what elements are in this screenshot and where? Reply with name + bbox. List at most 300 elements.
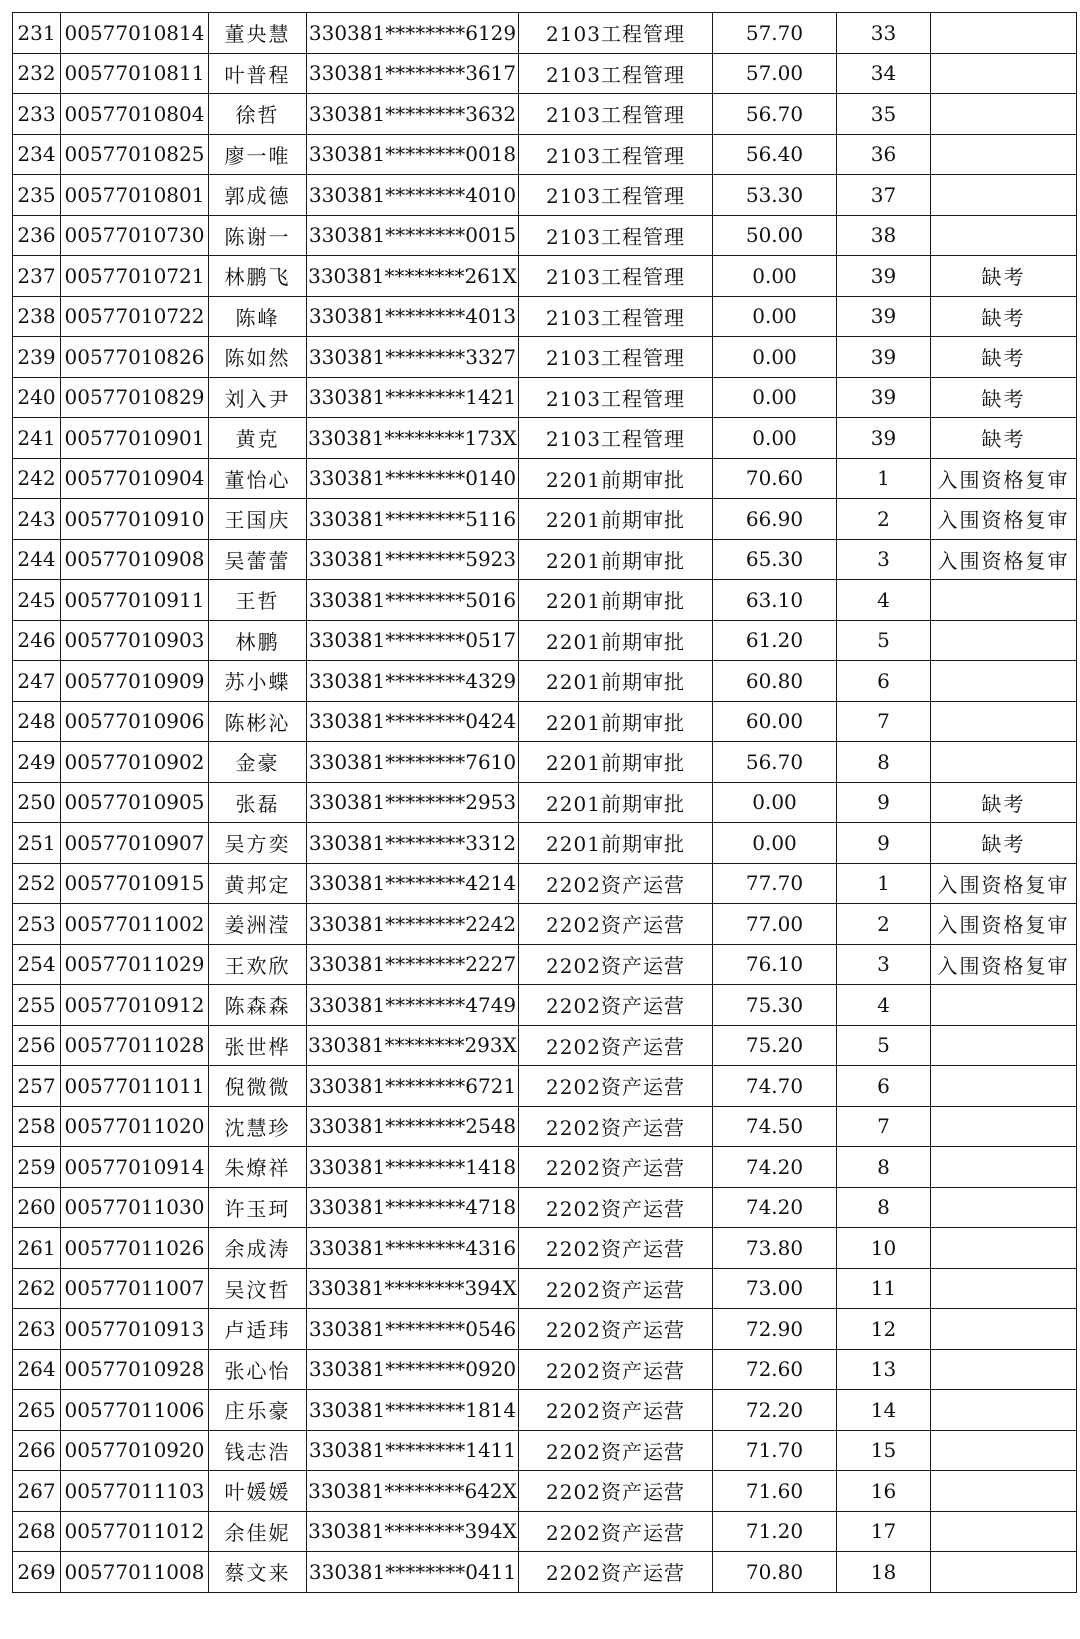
cell-remark	[931, 1268, 1077, 1309]
cell-rank: 39	[837, 296, 931, 337]
cell-rank: 8	[837, 742, 931, 783]
cell-id-card-number: 330381********173X	[307, 418, 519, 459]
cell-applied-position: 2202资产运营	[519, 863, 713, 904]
cell-written-score: 65.30	[713, 539, 837, 580]
cell-applied-position: 2202资产运营	[519, 904, 713, 945]
cell-applied-position: 2202资产运营	[519, 1228, 713, 1269]
table-row	[13, 458, 1077, 499]
cell-written-score: 72.60	[713, 1349, 837, 1390]
cell-candidate-name: 庄乐豪	[209, 1390, 307, 1431]
cell-applied-position: 2202资产运营	[519, 1066, 713, 1107]
cell-rank: 2	[837, 499, 931, 540]
cell-written-score: 56.70	[713, 742, 837, 783]
cell-serial-number: 253	[13, 904, 61, 945]
cell-serial-number: 252	[13, 863, 61, 904]
cell-exam-ticket-number: 00577010914	[61, 1147, 209, 1188]
cell-candidate-name: 董怡心	[209, 458, 307, 499]
table-row	[13, 1228, 1077, 1269]
cell-rank: 11	[837, 1268, 931, 1309]
cell-id-card-number: 330381********394X	[307, 1511, 519, 1552]
cell-exam-ticket-number: 00577011103	[61, 1471, 209, 1512]
cell-id-card-number: 330381********2548	[307, 1106, 519, 1147]
cell-rank: 39	[837, 377, 931, 418]
cell-serial-number: 243	[13, 499, 61, 540]
cell-serial-number: 263	[13, 1309, 61, 1350]
table-row	[13, 175, 1077, 216]
cell-written-score: 72.90	[713, 1309, 837, 1350]
cell-remark: 入围资格复审	[931, 499, 1077, 540]
table-body	[13, 13, 1077, 1593]
cell-applied-position: 2202资产运营	[519, 1309, 713, 1350]
cell-applied-position: 2202资产运营	[519, 1471, 713, 1512]
cell-candidate-name: 吴汶哲	[209, 1268, 307, 1309]
cell-written-score: 73.00	[713, 1268, 837, 1309]
cell-written-score: 63.10	[713, 580, 837, 621]
cell-remark: 缺考	[931, 337, 1077, 378]
cell-rank: 1	[837, 458, 931, 499]
cell-exam-ticket-number: 00577010906	[61, 701, 209, 742]
cell-applied-position: 2201前期审批	[519, 782, 713, 823]
cell-written-score: 74.50	[713, 1106, 837, 1147]
cell-applied-position: 2201前期审批	[519, 823, 713, 864]
cell-applied-position: 2202资产运营	[519, 1147, 713, 1188]
cell-candidate-name: 董央慧	[209, 13, 307, 54]
cell-written-score: 74.70	[713, 1066, 837, 1107]
cell-applied-position: 2202资产运营	[519, 1552, 713, 1593]
cell-applied-position: 2103工程管理	[519, 94, 713, 135]
cell-rank: 6	[837, 1066, 931, 1107]
cell-exam-ticket-number: 00577010901	[61, 418, 209, 459]
table-row	[13, 418, 1077, 459]
table-row	[13, 742, 1077, 783]
cell-applied-position: 2202资产运营	[519, 985, 713, 1026]
table-row	[13, 661, 1077, 702]
cell-id-card-number: 330381********1411	[307, 1430, 519, 1471]
cell-id-card-number: 330381********293X	[307, 1025, 519, 1066]
cell-exam-ticket-number: 00577010829	[61, 377, 209, 418]
table-row	[13, 823, 1077, 864]
table-row	[13, 1066, 1077, 1107]
cell-candidate-name: 叶普程	[209, 53, 307, 94]
cell-remark: 缺考	[931, 377, 1077, 418]
table-row	[13, 1025, 1077, 1066]
cell-applied-position: 2103工程管理	[519, 134, 713, 175]
cell-remark	[931, 53, 1077, 94]
cell-serial-number: 235	[13, 175, 61, 216]
table-row	[13, 580, 1077, 621]
cell-serial-number: 251	[13, 823, 61, 864]
table-row	[13, 296, 1077, 337]
cell-serial-number: 245	[13, 580, 61, 621]
cell-id-card-number: 330381********3617	[307, 53, 519, 94]
cell-serial-number: 260	[13, 1187, 61, 1228]
cell-remark	[931, 742, 1077, 783]
cell-exam-ticket-number: 00577010908	[61, 539, 209, 580]
cell-remark	[931, 1552, 1077, 1593]
cell-written-score: 77.70	[713, 863, 837, 904]
cell-serial-number: 254	[13, 944, 61, 985]
cell-rank: 17	[837, 1511, 931, 1552]
cell-remark	[931, 1228, 1077, 1269]
cell-id-card-number: 330381********2242	[307, 904, 519, 945]
table-row	[13, 499, 1077, 540]
cell-candidate-name: 徐哲	[209, 94, 307, 135]
cell-exam-ticket-number: 00577010721	[61, 256, 209, 297]
cell-candidate-name: 陈峰	[209, 296, 307, 337]
cell-serial-number: 240	[13, 377, 61, 418]
cell-applied-position: 2202资产运营	[519, 944, 713, 985]
cell-candidate-name: 钱志浩	[209, 1430, 307, 1471]
cell-id-card-number: 330381********2227	[307, 944, 519, 985]
cell-candidate-name: 陈彬沁	[209, 701, 307, 742]
cell-exam-ticket-number: 00577011026	[61, 1228, 209, 1269]
cell-applied-position: 2202资产运营	[519, 1025, 713, 1066]
cell-written-score: 0.00	[713, 377, 837, 418]
cell-remark	[931, 13, 1077, 54]
cell-written-score: 75.30	[713, 985, 837, 1026]
cell-exam-ticket-number: 00577010905	[61, 782, 209, 823]
cell-serial-number: 233	[13, 94, 61, 135]
cell-serial-number: 231	[13, 13, 61, 54]
table-row	[13, 134, 1077, 175]
cell-exam-ticket-number: 00577011020	[61, 1106, 209, 1147]
cell-id-card-number: 330381********5116	[307, 499, 519, 540]
cell-candidate-name: 吴蕾蕾	[209, 539, 307, 580]
cell-remark: 入围资格复审	[931, 904, 1077, 945]
table-row	[13, 377, 1077, 418]
table-row	[13, 904, 1077, 945]
cell-applied-position: 2201前期审批	[519, 539, 713, 580]
cell-applied-position: 2202资产运营	[519, 1349, 713, 1390]
cell-applied-position: 2201前期审批	[519, 701, 713, 742]
cell-candidate-name: 张世桦	[209, 1025, 307, 1066]
cell-id-card-number: 330381********7610	[307, 742, 519, 783]
cell-id-card-number: 330381********394X	[307, 1268, 519, 1309]
cell-remark	[931, 620, 1077, 661]
cell-rank: 6	[837, 661, 931, 702]
cell-candidate-name: 吴方奕	[209, 823, 307, 864]
cell-exam-ticket-number: 00577011028	[61, 1025, 209, 1066]
cell-id-card-number: 330381********0517	[307, 620, 519, 661]
cell-exam-ticket-number: 00577010928	[61, 1349, 209, 1390]
cell-written-score: 75.20	[713, 1025, 837, 1066]
cell-rank: 4	[837, 985, 931, 1026]
cell-candidate-name: 张心怡	[209, 1349, 307, 1390]
cell-exam-ticket-number: 00577011012	[61, 1511, 209, 1552]
cell-serial-number: 268	[13, 1511, 61, 1552]
cell-candidate-name: 许玉珂	[209, 1187, 307, 1228]
table-row	[13, 1511, 1077, 1552]
table-row	[13, 1187, 1077, 1228]
cell-written-score: 77.00	[713, 904, 837, 945]
cell-remark	[931, 1309, 1077, 1350]
cell-written-score: 0.00	[713, 823, 837, 864]
cell-rank: 3	[837, 944, 931, 985]
cell-rank: 8	[837, 1187, 931, 1228]
table-row	[13, 985, 1077, 1026]
cell-id-card-number: 330381********4214	[307, 863, 519, 904]
cell-id-card-number: 330381********0546	[307, 1309, 519, 1350]
cell-applied-position: 2201前期审批	[519, 580, 713, 621]
cell-exam-ticket-number: 00577010909	[61, 661, 209, 702]
cell-serial-number: 267	[13, 1471, 61, 1512]
cell-serial-number: 261	[13, 1228, 61, 1269]
cell-serial-number: 232	[13, 53, 61, 94]
cell-written-score: 72.20	[713, 1390, 837, 1431]
cell-remark	[931, 1511, 1077, 1552]
cell-applied-position: 2202资产运营	[519, 1106, 713, 1147]
cell-exam-ticket-number: 00577010911	[61, 580, 209, 621]
cell-rank: 7	[837, 1106, 931, 1147]
cell-candidate-name: 姜洲滢	[209, 904, 307, 945]
cell-remark	[931, 661, 1077, 702]
cell-remark: 入围资格复审	[931, 539, 1077, 580]
cell-applied-position: 2201前期审批	[519, 620, 713, 661]
cell-remark	[931, 1349, 1077, 1390]
cell-serial-number: 258	[13, 1106, 61, 1147]
table-row	[13, 1430, 1077, 1471]
cell-exam-ticket-number: 00577010902	[61, 742, 209, 783]
cell-exam-ticket-number: 00577011002	[61, 904, 209, 945]
cell-exam-ticket-number: 00577010904	[61, 458, 209, 499]
cell-id-card-number: 330381********2953	[307, 782, 519, 823]
cell-id-card-number: 330381********0920	[307, 1349, 519, 1390]
cell-rank: 13	[837, 1349, 931, 1390]
cell-written-score: 0.00	[713, 782, 837, 823]
cell-id-card-number: 330381********1814	[307, 1390, 519, 1431]
cell-rank: 8	[837, 1147, 931, 1188]
cell-id-card-number: 330381********4316	[307, 1228, 519, 1269]
cell-rank: 36	[837, 134, 931, 175]
cell-id-card-number: 330381********4013	[307, 296, 519, 337]
table-row	[13, 1309, 1077, 1350]
cell-serial-number: 236	[13, 215, 61, 256]
cell-applied-position: 2103工程管理	[519, 53, 713, 94]
cell-candidate-name: 刘入尹	[209, 377, 307, 418]
cell-id-card-number: 330381********4749	[307, 985, 519, 1026]
cell-serial-number: 239	[13, 337, 61, 378]
cell-id-card-number: 330381********642X	[307, 1471, 519, 1512]
cell-remark: 入围资格复审	[931, 458, 1077, 499]
table-row	[13, 215, 1077, 256]
cell-serial-number: 234	[13, 134, 61, 175]
cell-remark: 入围资格复审	[931, 863, 1077, 904]
cell-applied-position: 2201前期审批	[519, 661, 713, 702]
cell-written-score: 71.60	[713, 1471, 837, 1512]
cell-candidate-name: 卢适玮	[209, 1309, 307, 1350]
cell-applied-position: 2201前期审批	[519, 742, 713, 783]
cell-remark	[931, 94, 1077, 135]
cell-remark: 缺考	[931, 256, 1077, 297]
cell-written-score: 66.90	[713, 499, 837, 540]
cell-remark: 缺考	[931, 296, 1077, 337]
cell-candidate-name: 朱燎祥	[209, 1147, 307, 1188]
cell-exam-ticket-number: 00577010903	[61, 620, 209, 661]
cell-rank: 1	[837, 863, 931, 904]
cell-applied-position: 2202资产运营	[519, 1187, 713, 1228]
cell-remark	[931, 215, 1077, 256]
table-row	[13, 256, 1077, 297]
cell-applied-position: 2103工程管理	[519, 13, 713, 54]
cell-candidate-name: 林鹏	[209, 620, 307, 661]
cell-remark: 缺考	[931, 418, 1077, 459]
cell-exam-ticket-number: 00577010915	[61, 863, 209, 904]
cell-exam-ticket-number: 00577010920	[61, 1430, 209, 1471]
cell-rank: 18	[837, 1552, 931, 1593]
cell-remark	[931, 1430, 1077, 1471]
cell-written-score: 60.80	[713, 661, 837, 702]
cell-id-card-number: 330381********3327	[307, 337, 519, 378]
table-row	[13, 53, 1077, 94]
cell-remark	[931, 1390, 1077, 1431]
cell-written-score: 60.00	[713, 701, 837, 742]
cell-candidate-name: 陈森森	[209, 985, 307, 1026]
cell-serial-number: 257	[13, 1066, 61, 1107]
cell-candidate-name: 余成涛	[209, 1228, 307, 1269]
cell-written-score: 0.00	[713, 418, 837, 459]
cell-exam-ticket-number: 00577011006	[61, 1390, 209, 1431]
cell-rank: 5	[837, 620, 931, 661]
cell-candidate-name: 蔡文来	[209, 1552, 307, 1593]
table-row	[13, 782, 1077, 823]
cell-id-card-number: 330381********6129	[307, 13, 519, 54]
cell-rank: 16	[837, 1471, 931, 1512]
cell-exam-ticket-number: 00577010801	[61, 175, 209, 216]
cell-remark	[931, 175, 1077, 216]
cell-applied-position: 2103工程管理	[519, 337, 713, 378]
cell-remark	[931, 1025, 1077, 1066]
table-row	[13, 1147, 1077, 1188]
cell-written-score: 57.70	[713, 13, 837, 54]
cell-applied-position: 2202资产运营	[519, 1268, 713, 1309]
cell-rank: 33	[837, 13, 931, 54]
cell-applied-position: 2202资产运营	[519, 1390, 713, 1431]
cell-written-score: 73.80	[713, 1228, 837, 1269]
table-row	[13, 539, 1077, 580]
cell-serial-number: 250	[13, 782, 61, 823]
cell-rank: 7	[837, 701, 931, 742]
cell-serial-number: 241	[13, 418, 61, 459]
cell-written-score: 50.00	[713, 215, 837, 256]
cell-id-card-number: 330381********4329	[307, 661, 519, 702]
table-row	[13, 620, 1077, 661]
cell-serial-number: 237	[13, 256, 61, 297]
cell-applied-position: 2103工程管理	[519, 296, 713, 337]
table-row	[13, 13, 1077, 54]
cell-applied-position: 2202资产运营	[519, 1511, 713, 1552]
cell-rank: 39	[837, 337, 931, 378]
cell-exam-ticket-number: 00577010825	[61, 134, 209, 175]
cell-rank: 39	[837, 418, 931, 459]
cell-candidate-name: 陈谢一	[209, 215, 307, 256]
cell-rank: 37	[837, 175, 931, 216]
cell-candidate-name: 郭成德	[209, 175, 307, 216]
cell-serial-number: 244	[13, 539, 61, 580]
cell-candidate-name: 王哲	[209, 580, 307, 621]
cell-exam-ticket-number: 00577010913	[61, 1309, 209, 1350]
cell-remark: 缺考	[931, 782, 1077, 823]
cell-serial-number: 259	[13, 1147, 61, 1188]
cell-remark	[931, 1147, 1077, 1188]
cell-exam-ticket-number: 00577010826	[61, 337, 209, 378]
cell-written-score: 71.20	[713, 1511, 837, 1552]
cell-serial-number: 256	[13, 1025, 61, 1066]
cell-serial-number: 247	[13, 661, 61, 702]
cell-candidate-name: 廖一唯	[209, 134, 307, 175]
cell-applied-position: 2103工程管理	[519, 377, 713, 418]
table-row	[13, 94, 1077, 135]
cell-written-score: 70.60	[713, 458, 837, 499]
cell-candidate-name: 沈慧珍	[209, 1106, 307, 1147]
cell-id-card-number: 330381********5923	[307, 539, 519, 580]
cell-rank: 35	[837, 94, 931, 135]
cell-remark	[931, 1187, 1077, 1228]
cell-id-card-number: 330381********0140	[307, 458, 519, 499]
cell-id-card-number: 330381********4718	[307, 1187, 519, 1228]
cell-exam-ticket-number: 00577010814	[61, 13, 209, 54]
cell-candidate-name: 倪微微	[209, 1066, 307, 1107]
cell-id-card-number: 330381********1421	[307, 377, 519, 418]
cell-remark: 缺考	[931, 823, 1077, 864]
cell-candidate-name: 陈如然	[209, 337, 307, 378]
table-row	[13, 1106, 1077, 1147]
cell-id-card-number: 330381********3632	[307, 94, 519, 135]
cell-serial-number: 255	[13, 985, 61, 1026]
cell-id-card-number: 330381********6721	[307, 1066, 519, 1107]
cell-written-score: 0.00	[713, 256, 837, 297]
cell-exam-ticket-number: 00577011030	[61, 1187, 209, 1228]
cell-applied-position: 2103工程管理	[519, 256, 713, 297]
cell-serial-number: 248	[13, 701, 61, 742]
table-row	[13, 701, 1077, 742]
table-row	[13, 863, 1077, 904]
cell-written-score: 0.00	[713, 296, 837, 337]
cell-written-score: 56.40	[713, 134, 837, 175]
cell-written-score: 0.00	[713, 337, 837, 378]
cell-applied-position: 2103工程管理	[519, 175, 713, 216]
cell-written-score: 57.00	[713, 53, 837, 94]
cell-exam-ticket-number: 00577010804	[61, 94, 209, 135]
table-row	[13, 1471, 1077, 1512]
cell-rank: 4	[837, 580, 931, 621]
cell-candidate-name: 苏小蝶	[209, 661, 307, 702]
cell-serial-number: 249	[13, 742, 61, 783]
cell-serial-number: 264	[13, 1349, 61, 1390]
cell-written-score: 56.70	[713, 94, 837, 135]
cell-id-card-number: 330381********0424	[307, 701, 519, 742]
cell-serial-number: 238	[13, 296, 61, 337]
cell-rank: 9	[837, 782, 931, 823]
cell-exam-ticket-number: 00577011011	[61, 1066, 209, 1107]
cell-rank: 14	[837, 1390, 931, 1431]
cell-exam-ticket-number: 00577011007	[61, 1268, 209, 1309]
cell-rank: 9	[837, 823, 931, 864]
cell-written-score: 61.20	[713, 620, 837, 661]
cell-exam-ticket-number: 00577010912	[61, 985, 209, 1026]
cell-rank: 34	[837, 53, 931, 94]
cell-applied-position: 2103工程管理	[519, 215, 713, 256]
cell-written-score: 71.70	[713, 1430, 837, 1471]
cell-applied-position: 2202资产运营	[519, 1430, 713, 1471]
cell-rank: 5	[837, 1025, 931, 1066]
table-row	[13, 1268, 1077, 1309]
cell-candidate-name: 王国庆	[209, 499, 307, 540]
cell-id-card-number: 330381********261X	[307, 256, 519, 297]
cell-serial-number: 262	[13, 1268, 61, 1309]
cell-serial-number: 242	[13, 458, 61, 499]
cell-id-card-number: 330381********1418	[307, 1147, 519, 1188]
cell-written-score: 70.80	[713, 1552, 837, 1593]
